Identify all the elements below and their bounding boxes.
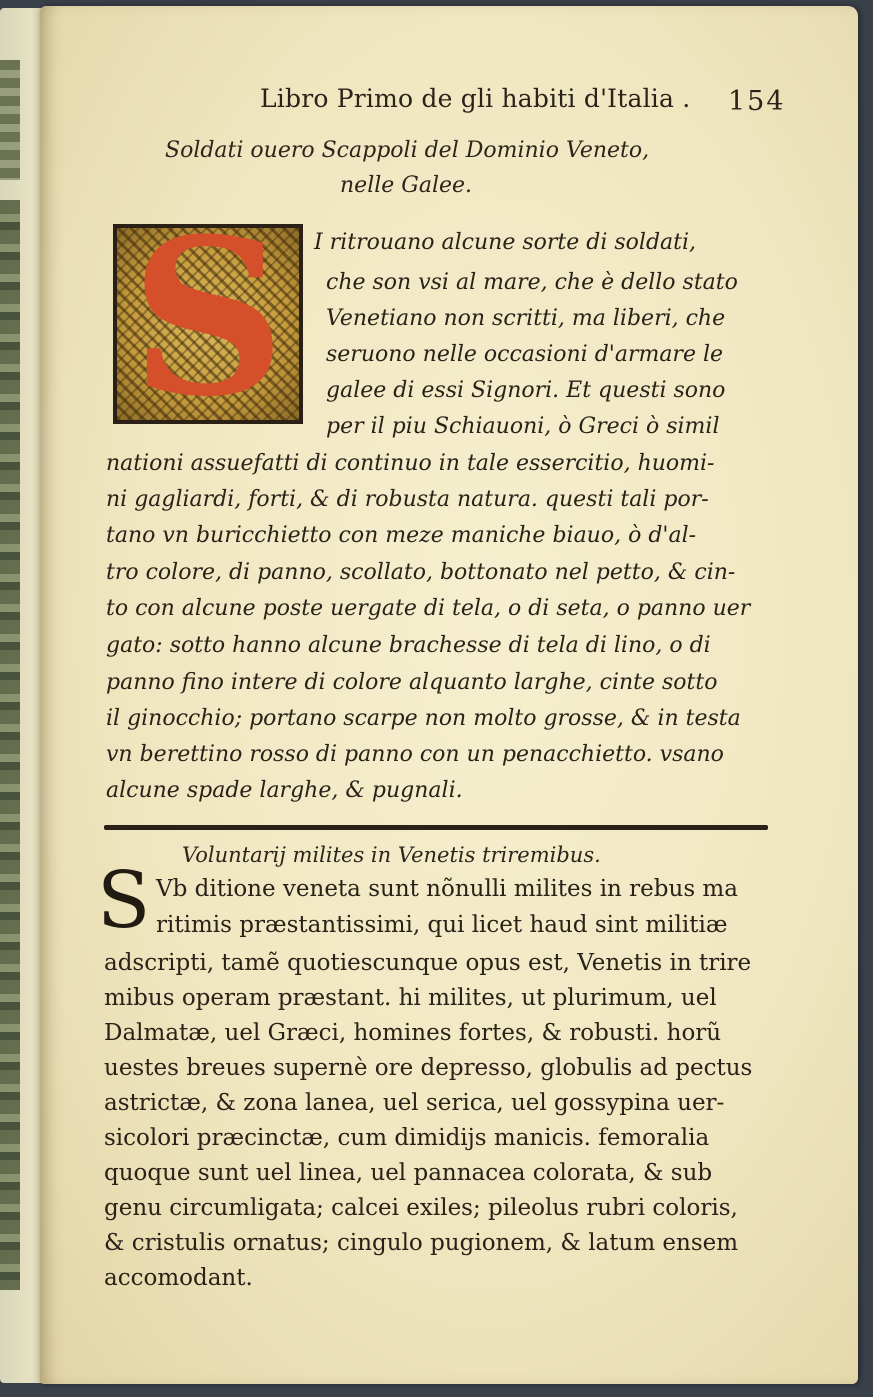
italian-text-line: ni gagliardi, forti, & di robusta natura. questi tali por- <box>106 487 709 512</box>
facing-page-ornament <box>0 200 20 1290</box>
italian-text-line: panno fino intere di colore alquanto larghe, cinte sotto <box>106 670 718 695</box>
italian-text-line: che son vsi al mare, che è dello stato <box>326 270 738 295</box>
italian-text-line: vn berettino rosso di panno con un penacchietto. vsano <box>106 742 724 767</box>
latin-text-line: sicolori præcinctæ, cum dimidijs manicis. femoralia <box>104 1125 710 1151</box>
italian-text-line: nationi assuefatti di continuo in tale essercitio, huomi- <box>106 451 715 476</box>
section-divider <box>104 825 768 830</box>
latin-text-line: astrictæ, & zona lanea, uel serica, uel gossypina uer- <box>104 1090 725 1116</box>
italian-title-line2: nelle Galee. <box>340 173 473 198</box>
latin-text-line: mibus operam præstant. hi milites, ut plurimum, uel <box>104 985 717 1011</box>
italian-text-line: to con alcune poste uergate di tela, o di seta, o panno uer <box>106 596 751 621</box>
italian-text-line: seruono nelle occasioni d'armare le <box>326 342 724 367</box>
italian-text-line: tro colore, di panno, scollato, bottonato nel petto, & cin- <box>106 560 736 585</box>
latin-initial-letter: S <box>97 856 151 946</box>
latin-text-line: Vb ditione veneta sunt nõnulli milites in rebus ma <box>156 876 738 902</box>
facing-page-ornament <box>0 60 20 180</box>
italian-text-line: il ginocchio; portano scarpe non molto grosse, & in testa <box>106 706 741 731</box>
latin-text-line: adscripti, tamẽ quotiescunque opus est, Venetis in trire <box>104 950 752 976</box>
italian-text-line: galee di essi Signori. Et questi sono <box>326 378 726 403</box>
latin-text-line: uestes breues supernè ore depresso, globulis ad pectus <box>104 1055 753 1081</box>
italian-text-line: Venetiano non scritti, ma liberi, che <box>326 306 726 331</box>
latin-text-line: accomodant. <box>104 1265 253 1291</box>
page-number: 154 <box>728 86 786 117</box>
italian-text-line: alcune spade larghe, & pugnali. <box>106 778 463 803</box>
italian-text-line: I ritrouano alcune sorte di soldati, <box>314 230 697 255</box>
italian-text-line: per il piu Schiauoni, ò Greci ò simil <box>326 414 720 439</box>
decorated-initial <box>113 191 303 444</box>
latin-text-line: & cristulis ornatus; cingulo pugionem, & latum ensem <box>104 1230 739 1256</box>
latin-title: Voluntarij milites in Venetis triremibus. <box>182 843 601 867</box>
decorated-initial-letter: S <box>130 191 286 444</box>
italian-text-line: tano vn buricchietto con meze maniche biauo, ò d'al- <box>106 523 697 548</box>
running-title: Libro Primo de gli habiti d'Italia . <box>260 84 691 113</box>
latin-text-line: genu circumligata; calcei exiles; pileolus rubri coloris, <box>104 1195 738 1221</box>
italian-text-line: gato: sotto hanno alcune brachesse di tela di lino, o di <box>106 633 711 658</box>
italian-title-line1: Soldati ouero Scappoli del Dominio Veneto, <box>165 138 650 163</box>
latin-text-line: quoque sunt uel linea, uel pannacea colorata, & sub <box>104 1160 713 1186</box>
latin-text-line: ritimis præstantissimi, qui licet haud sint militiæ <box>156 912 728 938</box>
latin-text-line: Dalmatæ, uel Græci, homines fortes, & robusti. horũ <box>104 1020 722 1046</box>
